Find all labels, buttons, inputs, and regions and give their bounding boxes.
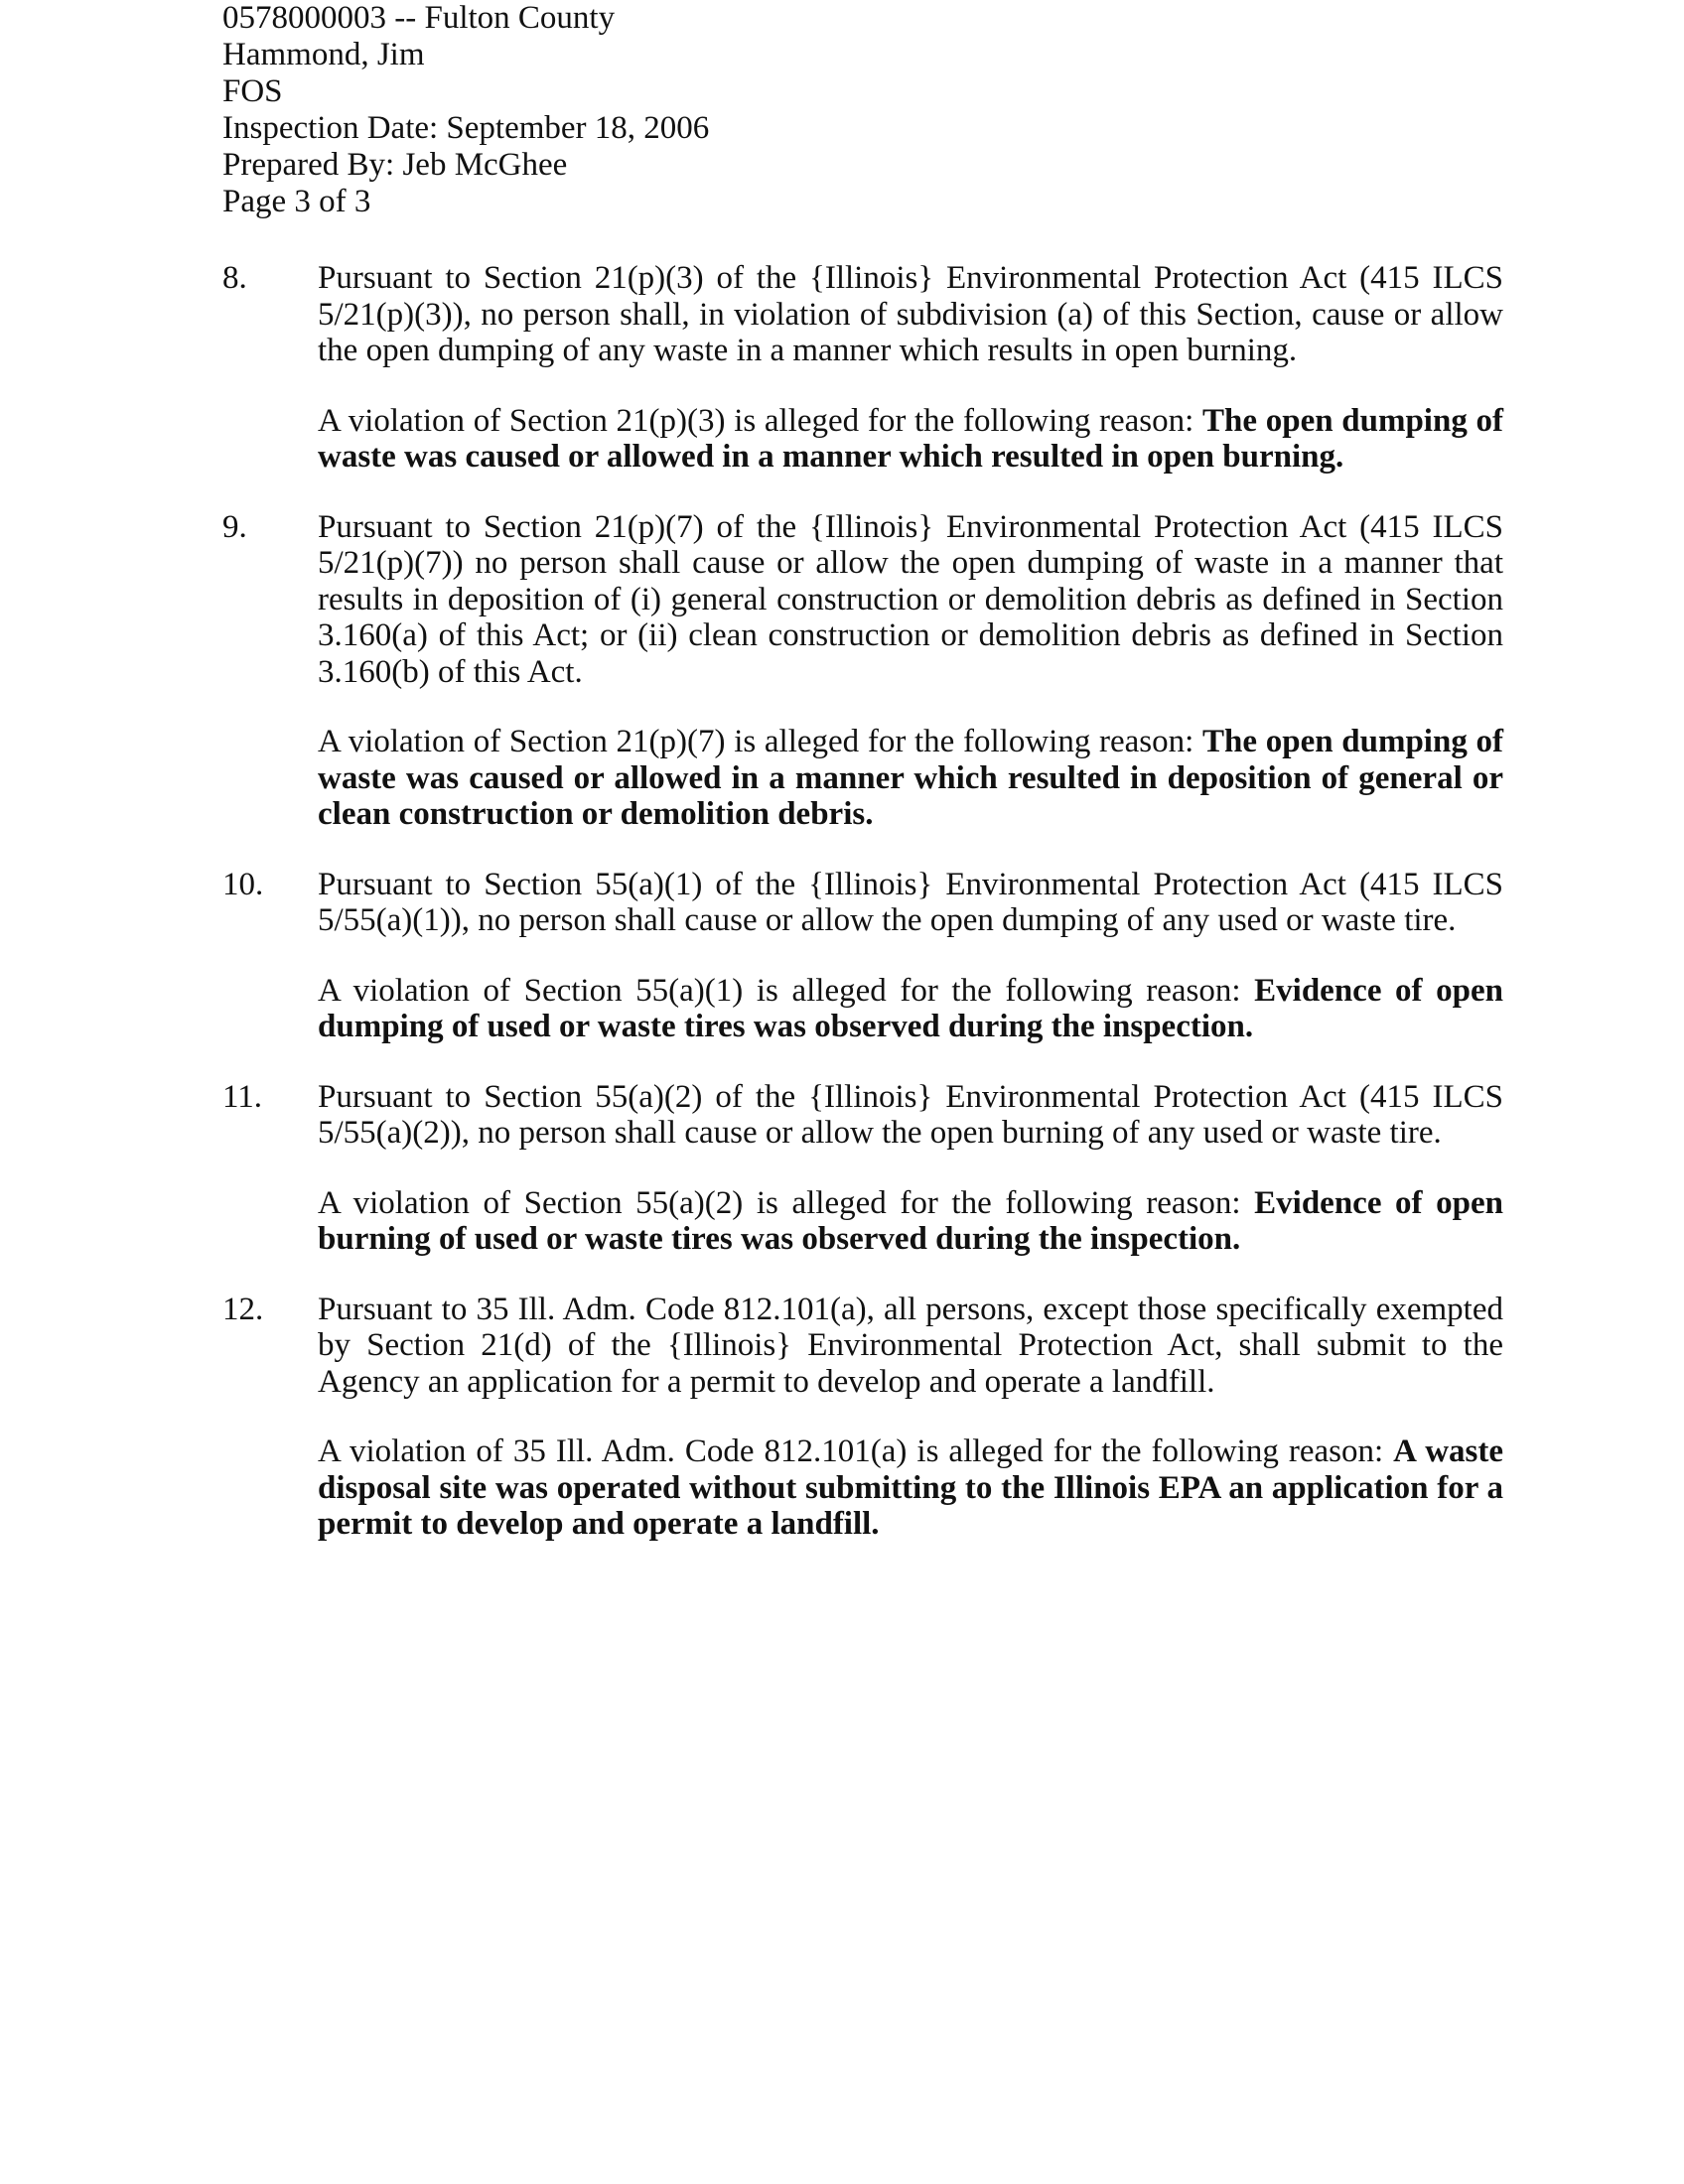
item-number: 11. <box>222 1078 263 1115</box>
header-inspection-date: Inspection Date: September 18, 2006 <box>222 110 710 146</box>
violation-lead: A violation of Section 21(p)(3) is alleged for the following reason: <box>318 402 1203 439</box>
item-number: 12. <box>222 1291 264 1327</box>
violation-paragraph <box>318 1185 1503 1258</box>
statute-text: Pursuant to Section 21(p)(7) of the {Illinois} Environmental Protection Act (415 ILCS 5/21(p)(7)) no person shall cause or allow the open dumping of waste in a manner that results in deposition of (i) general construction or demolition debris as defined in Section 3.160(a) of this Act; or (ii) clean construction or demolition debris as defined in Section 3.160(b) of this Act. <box>318 508 1503 690</box>
statute-text: Pursuant to Section 21(p)(3) of the {Illinois} Environmental Protection Act (415 ILCS 5/21(p)(3)), no person shall, in violation of subdivision (a) of this Section, cause or allow the open dumping of any waste in a manner which results in open burning. <box>318 260 1503 368</box>
violation-reason: Evidence of open dumping of used or waste tires was observed during the inspection. <box>318 972 1503 1044</box>
violation-item <box>222 260 1503 476</box>
violation-paragraph <box>318 724 1503 833</box>
violation-reason: A waste disposal site was operated without submitting to the Illinois EPA an application for a permit to develop and operate a landfill. <box>318 1433 1504 1542</box>
item-number: 8. <box>222 260 247 296</box>
violation-item <box>222 867 1503 1045</box>
violation-reason: The open dumping of waste was caused or allowed in a manner which resulted in open burning. <box>318 402 1503 475</box>
header-prepared-by: Prepared By: Jeb McGhee <box>222 147 568 183</box>
violation-list <box>222 260 1503 1576</box>
header-office-line: FOS <box>222 73 283 109</box>
statute-text: Pursuant to 35 Ill. Adm. Code 812.101(a), all persons, except those specifically exempted by Section 21(d) of the {Illinois} Environmental Protection Act, shall submit to the Agency an application for a permit to develop and operate a landfill. <box>318 1291 1503 1400</box>
item-number: 9. <box>222 508 247 545</box>
header-case-line: 0578000003 -- Fulton County <box>222 0 616 36</box>
violation-item <box>222 1079 1503 1258</box>
violation-paragraph <box>318 403 1503 476</box>
violation-paragraph <box>318 1433 1503 1543</box>
violation-lead: A violation of 35 Ill. Adm. Code 812.101(a) is alleged for the following reason: <box>318 1433 1394 1469</box>
violation-reason: The open dumping of waste was caused or allowed in a manner which resulted in deposition of general or clean construction or demolition debris. <box>318 724 1503 832</box>
violation-paragraph <box>318 973 1503 1045</box>
statute-text: Pursuant to Section 55(a)(2) of the {Illinois} Environmental Protection Act (415 ILCS 5/55(a)(2)), no person shall cause or allow the open burning of any used or waste tire. <box>318 1078 1503 1151</box>
header-page-number: Page 3 of 3 <box>222 184 371 219</box>
violation-lead: A violation of Section 55(a)(2) is alleged for the following reason: <box>318 1184 1255 1221</box>
violation-item <box>222 509 1503 833</box>
violation-lead: A violation of Section 21(p)(7) is alleged for the following reason: <box>318 724 1203 759</box>
violation-reason: Evidence of open burning of used or waste tires was observed during the inspection. <box>318 1184 1503 1257</box>
item-number: 10. <box>222 866 264 902</box>
header-name-line: Hammond, Jim <box>222 37 425 72</box>
document-header <box>222 0 709 220</box>
violation-item <box>222 1292 1503 1543</box>
statute-text: Pursuant to Section 55(a)(1) of the {Illinois} Environmental Protection Act (415 ILCS 5/55(a)(1)), no person shall cause or allow the open dumping of any used or waste tire. <box>318 866 1503 938</box>
violation-lead: A violation of Section 55(a)(1) is alleged for the following reason: <box>318 972 1255 1009</box>
